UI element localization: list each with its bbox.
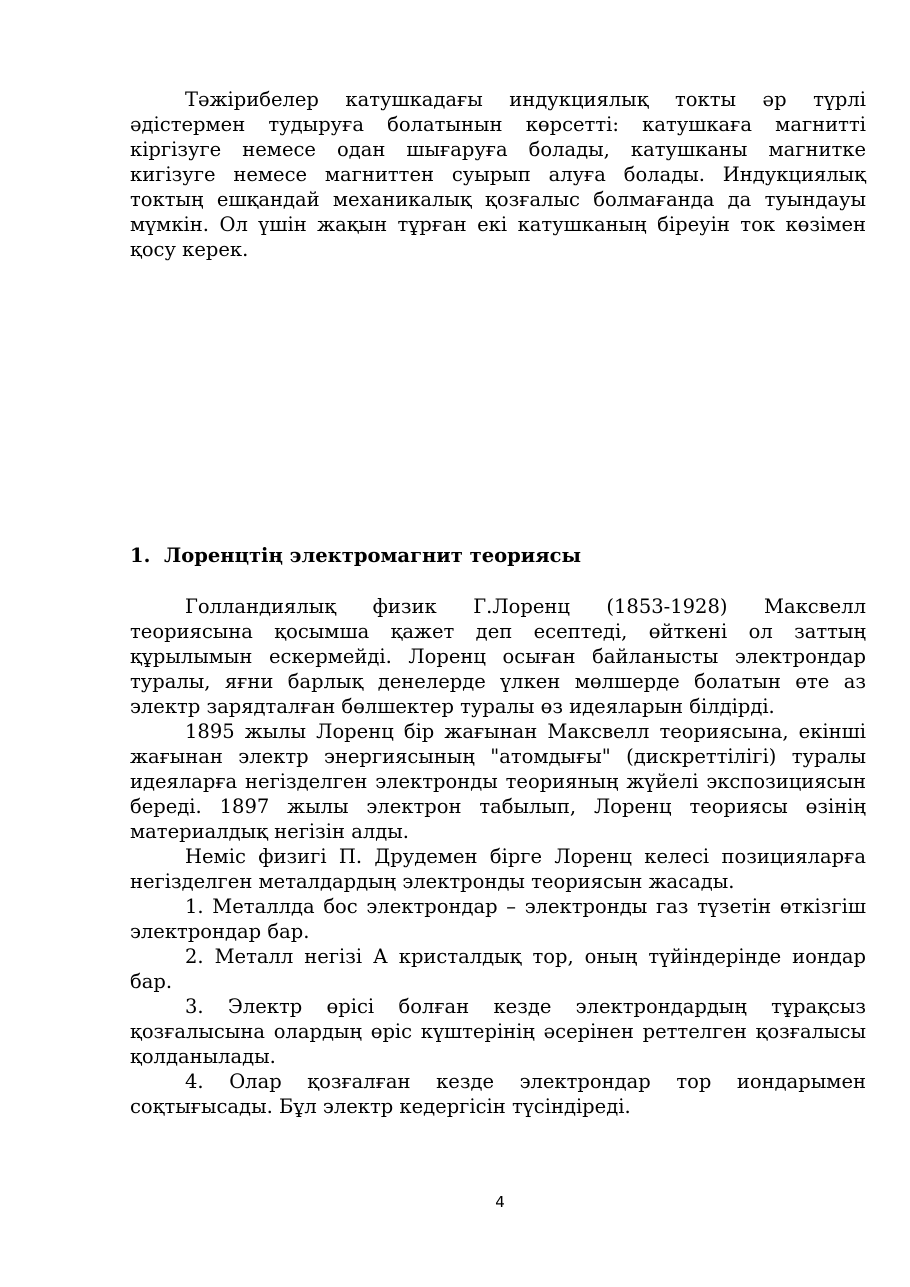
section-body: [130, 594, 866, 1119]
list-item: 1. Металлда бос электрондар – электронды газ түзетін өткізгіш электрондар бар.: [130, 895, 866, 943]
list-item: 2. Металл негізі А кристалдық тор, оның түйіндерінде иондар бар.: [130, 945, 866, 993]
section-title: Лоренцтің электромагнит теориясы: [164, 544, 582, 567]
page-number: 4: [495, 1193, 505, 1211]
section-number: 1.: [130, 544, 151, 567]
paragraph: Голландиялық физик Г.Лоренц (1853-1928) Максвелл теориясына қосымша қажет деп есептеді, өйткені ол заттың құрылымын ескермейді. Лоренц осыған байланысты электрондар туралы, яғни барлық денелерде үлкен мөлшерде болатын өте аз электр зарядталған бөлшектер туралы өз идеяларын білдірді.: [130, 595, 866, 718]
section-heading: [130, 542, 866, 570]
paragraph: Тәжірибелер катушкадағы индукциялық токты әр түрлі әдістермен тудыруға болатынын көрсетті: катушкаға магнитті кіргізуге немесе одан шығаруға болады, катушканы магнитке кигізуге немесе магниттен суырып алуға болады. Индукциялық токтың ешқандай механикалық қозғалыс болмағанда да туындауы мүмкін. Ол үшін жақын тұрған екі катушканың біреуін ток көзімен қосу керек.: [130, 88, 866, 261]
paragraph: 1895 жылы Лоренц бір жағынан Максвелл теориясына, екінші жағынан электр энергиясының "атомдығы" (дискреттілігі) туралы идеяларға негізделген электронды теорияның жүйелі экспозициясын береді. 1897 жылы электрон табылып, Лоренц теориясы өзінің материалдық негізін алды.: [130, 720, 866, 843]
intro-text: [130, 87, 866, 262]
paragraph: Неміс физигі П. Друдемен бірге Лоренц келесі позицияларға негізделген металдардың электронды теориясын жасады.: [130, 845, 866, 893]
list-item: 4. Олар қозғалған кезде электрондар тор иондарымен соқтығысады. Бұл электр кедергісін түсіндіреді.: [130, 1070, 866, 1118]
list-item: 3. Электр өрісі болған кезде электрондардың тұрақсыз қозғалысына олардың өріс күштерінің әсерінен реттелген қозғалысы қолданылады.: [130, 995, 866, 1068]
